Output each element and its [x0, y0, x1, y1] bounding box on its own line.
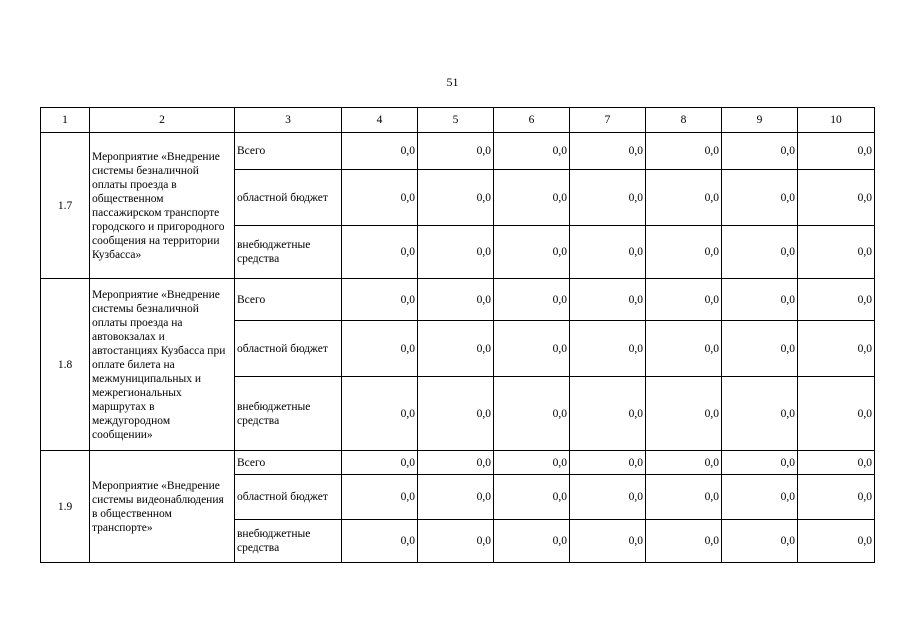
amount-cell: 0,0	[646, 520, 722, 563]
column-header: 9	[722, 108, 798, 133]
amount-cell: 0,0	[342, 226, 418, 279]
funding-source: Всего	[235, 133, 342, 170]
amount-cell: 0,0	[722, 321, 798, 377]
amount-cell: 0,0	[418, 520, 494, 563]
amount-cell: 0,0	[798, 133, 875, 170]
amount-cell: 0,0	[646, 133, 722, 170]
column-header: 4	[342, 108, 418, 133]
table-row	[41, 451, 875, 475]
amount-cell: 0,0	[646, 451, 722, 475]
measure-name: Мероприятие «Внедрение системы видеонаблюдения в общественном транспорте»	[90, 451, 235, 563]
amount-cell: 0,0	[570, 377, 646, 451]
amount-cell: 0,0	[494, 133, 570, 170]
funding-source: внебюджетные средства	[235, 226, 342, 279]
amount-cell: 0,0	[798, 451, 875, 475]
column-header: 10	[798, 108, 875, 133]
amount-cell: 0,0	[722, 226, 798, 279]
table-row	[41, 133, 875, 170]
amount-cell: 0,0	[722, 475, 798, 520]
amount-cell: 0,0	[418, 170, 494, 226]
column-header: 5	[418, 108, 494, 133]
amount-cell: 0,0	[418, 226, 494, 279]
measure-name: Мероприятие «Внедрение системы безналичной оплаты проезда на автовокзалах и автостанциях Кузбасса при оплате билета на межмуниципальных и межрегиональных маршрутах в междугородном сообщении»	[90, 279, 235, 451]
amount-cell: 0,0	[494, 170, 570, 226]
amount-cell: 0,0	[570, 475, 646, 520]
amount-cell: 0,0	[342, 377, 418, 451]
item-number: 1.8	[41, 279, 90, 451]
amount-cell: 0,0	[418, 475, 494, 520]
column-header: 6	[494, 108, 570, 133]
amount-cell: 0,0	[570, 133, 646, 170]
funding-source: областной бюджет	[235, 475, 342, 520]
amount-cell: 0,0	[722, 133, 798, 170]
amount-cell: 0,0	[722, 377, 798, 451]
amount-cell: 0,0	[722, 520, 798, 563]
amount-cell: 0,0	[570, 226, 646, 279]
funding-source: Всего	[235, 451, 342, 475]
column-header: 7	[570, 108, 646, 133]
amount-cell: 0,0	[418, 451, 494, 475]
amount-cell: 0,0	[494, 226, 570, 279]
measure-name: Мероприятие «Внедрение системы безналичной оплаты проезда в общественном пассажирском транспорте городского и пригородного сообщения на территории Кузбасса»	[90, 133, 235, 279]
amount-cell: 0,0	[798, 475, 875, 520]
amount-cell: 0,0	[798, 520, 875, 563]
amount-cell: 0,0	[722, 170, 798, 226]
amount-cell: 0,0	[494, 520, 570, 563]
amount-cell: 0,0	[342, 520, 418, 563]
amount-cell: 0,0	[646, 279, 722, 321]
amount-cell: 0,0	[646, 377, 722, 451]
amount-cell: 0,0	[570, 520, 646, 563]
amount-cell: 0,0	[494, 451, 570, 475]
funding-source: областной бюджет	[235, 321, 342, 377]
amount-cell: 0,0	[342, 279, 418, 321]
table-row	[41, 279, 875, 321]
amount-cell: 0,0	[418, 377, 494, 451]
column-header: 3	[235, 108, 342, 133]
amount-cell: 0,0	[418, 133, 494, 170]
amount-cell: 0,0	[342, 133, 418, 170]
amount-cell: 0,0	[342, 451, 418, 475]
amount-cell: 0,0	[494, 279, 570, 321]
financing-table	[40, 107, 875, 563]
amount-cell: 0,0	[418, 321, 494, 377]
funding-source: Всего	[235, 279, 342, 321]
amount-cell: 0,0	[570, 321, 646, 377]
amount-cell: 0,0	[494, 321, 570, 377]
funding-source: областной бюджет	[235, 170, 342, 226]
column-header: 1	[41, 108, 90, 133]
amount-cell: 0,0	[646, 226, 722, 279]
amount-cell: 0,0	[722, 451, 798, 475]
amount-cell: 0,0	[798, 321, 875, 377]
amount-cell: 0,0	[418, 279, 494, 321]
table-body	[41, 133, 875, 563]
amount-cell: 0,0	[646, 321, 722, 377]
amount-cell: 0,0	[798, 279, 875, 321]
amount-cell: 0,0	[342, 321, 418, 377]
funding-source: внебюджетные средства	[235, 377, 342, 451]
amount-cell: 0,0	[570, 279, 646, 321]
column-header: 8	[646, 108, 722, 133]
amount-cell: 0,0	[798, 377, 875, 451]
item-number: 1.9	[41, 451, 90, 563]
amount-cell: 0,0	[646, 170, 722, 226]
amount-cell: 0,0	[722, 279, 798, 321]
amount-cell: 0,0	[798, 226, 875, 279]
amount-cell: 0,0	[570, 170, 646, 226]
amount-cell: 0,0	[646, 475, 722, 520]
amount-cell: 0,0	[494, 475, 570, 520]
amount-cell: 0,0	[342, 170, 418, 226]
page-number: 51	[446, 75, 459, 89]
amount-cell: 0,0	[342, 475, 418, 520]
item-number: 1.7	[41, 133, 90, 279]
amount-cell: 0,0	[798, 170, 875, 226]
column-header: 2	[90, 108, 235, 133]
column-header-row	[41, 108, 875, 133]
amount-cell: 0,0	[570, 451, 646, 475]
amount-cell: 0,0	[494, 377, 570, 451]
funding-source: внебюджетные средства	[235, 520, 342, 563]
